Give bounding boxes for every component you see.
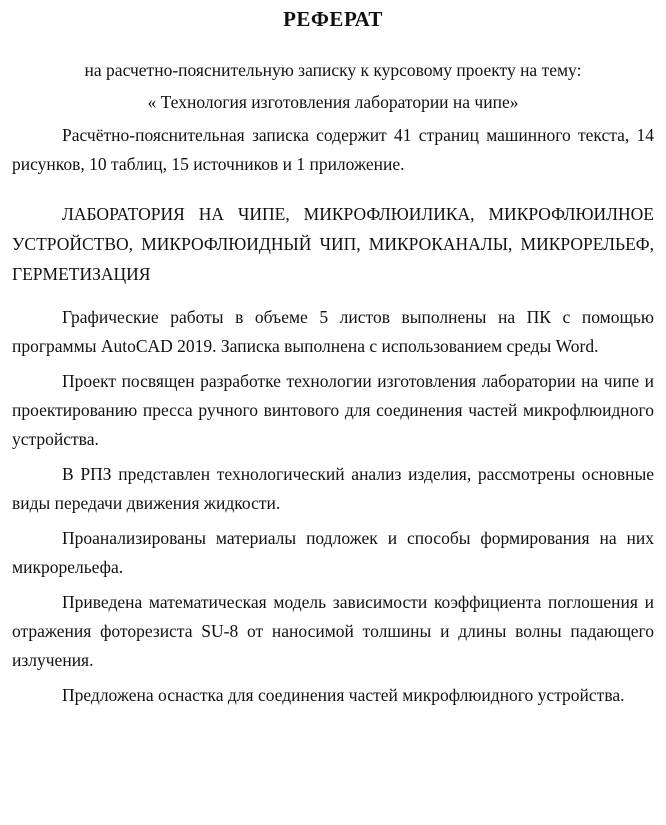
summary-paragraph: Расчётно-пояснительная записка содержит 41 страниц машинного текста, 14 рисунков, 10 таблиц, 15 источников и 1 приложение. <box>12 125 654 174</box>
keywords-paragraph: ЛАБОРАТОРИЯ НА ЧИПЕ, МИКРОФЛЮИЛИКА, МИКРОФЛЮИЛНОЕ УСТРОЙСТВО, МИКРОФЛЮИДНЫЙ ЧИП, МИКРОКАНАЛЫ, МИКРОРЕЛЬЕФ, ГЕРМЕТИЗАЦИЯ <box>12 204 654 284</box>
paragraph-model: Приведена математическая модель зависимости коэффициента поглошения и отражения фоторезиста SU-8 от наносимой толшины и длины волны падающего излучения. <box>12 592 654 670</box>
paragraph-analysis: В РПЗ представлен технологический анализ изделия, рассмотрены основные виды передачи движения жидкости. <box>12 464 654 513</box>
paragraph-project: Проект посвящен разработке технологии изготовления лаборатории на чипе и проектированию пресса ручного винтового для соединения частей микрофлюидного устройства. <box>12 371 654 449</box>
subtitle-line-1: на расчетно-пояснительную записку к курсовому проекту на тему: <box>84 60 582 80</box>
paragraph-tooling: Предложена оснастка для соединения частей микрофлюидного устройства. <box>62 685 625 705</box>
paragraph-materials: Проанализированы материалы подложек и способы формирования на них микрорельефа. <box>12 528 654 577</box>
document-title: РЕФЕРАТ <box>283 7 383 31</box>
paragraph-graphics: Графические работы в объеме 5 листов выполнены на ПК с помощью программы AutoCAD 2019. Записка выполнена с использованием среды Word. <box>12 307 654 356</box>
subtitle-line-2: « Технология изготовления лаборатории на чипе» <box>147 92 519 112</box>
